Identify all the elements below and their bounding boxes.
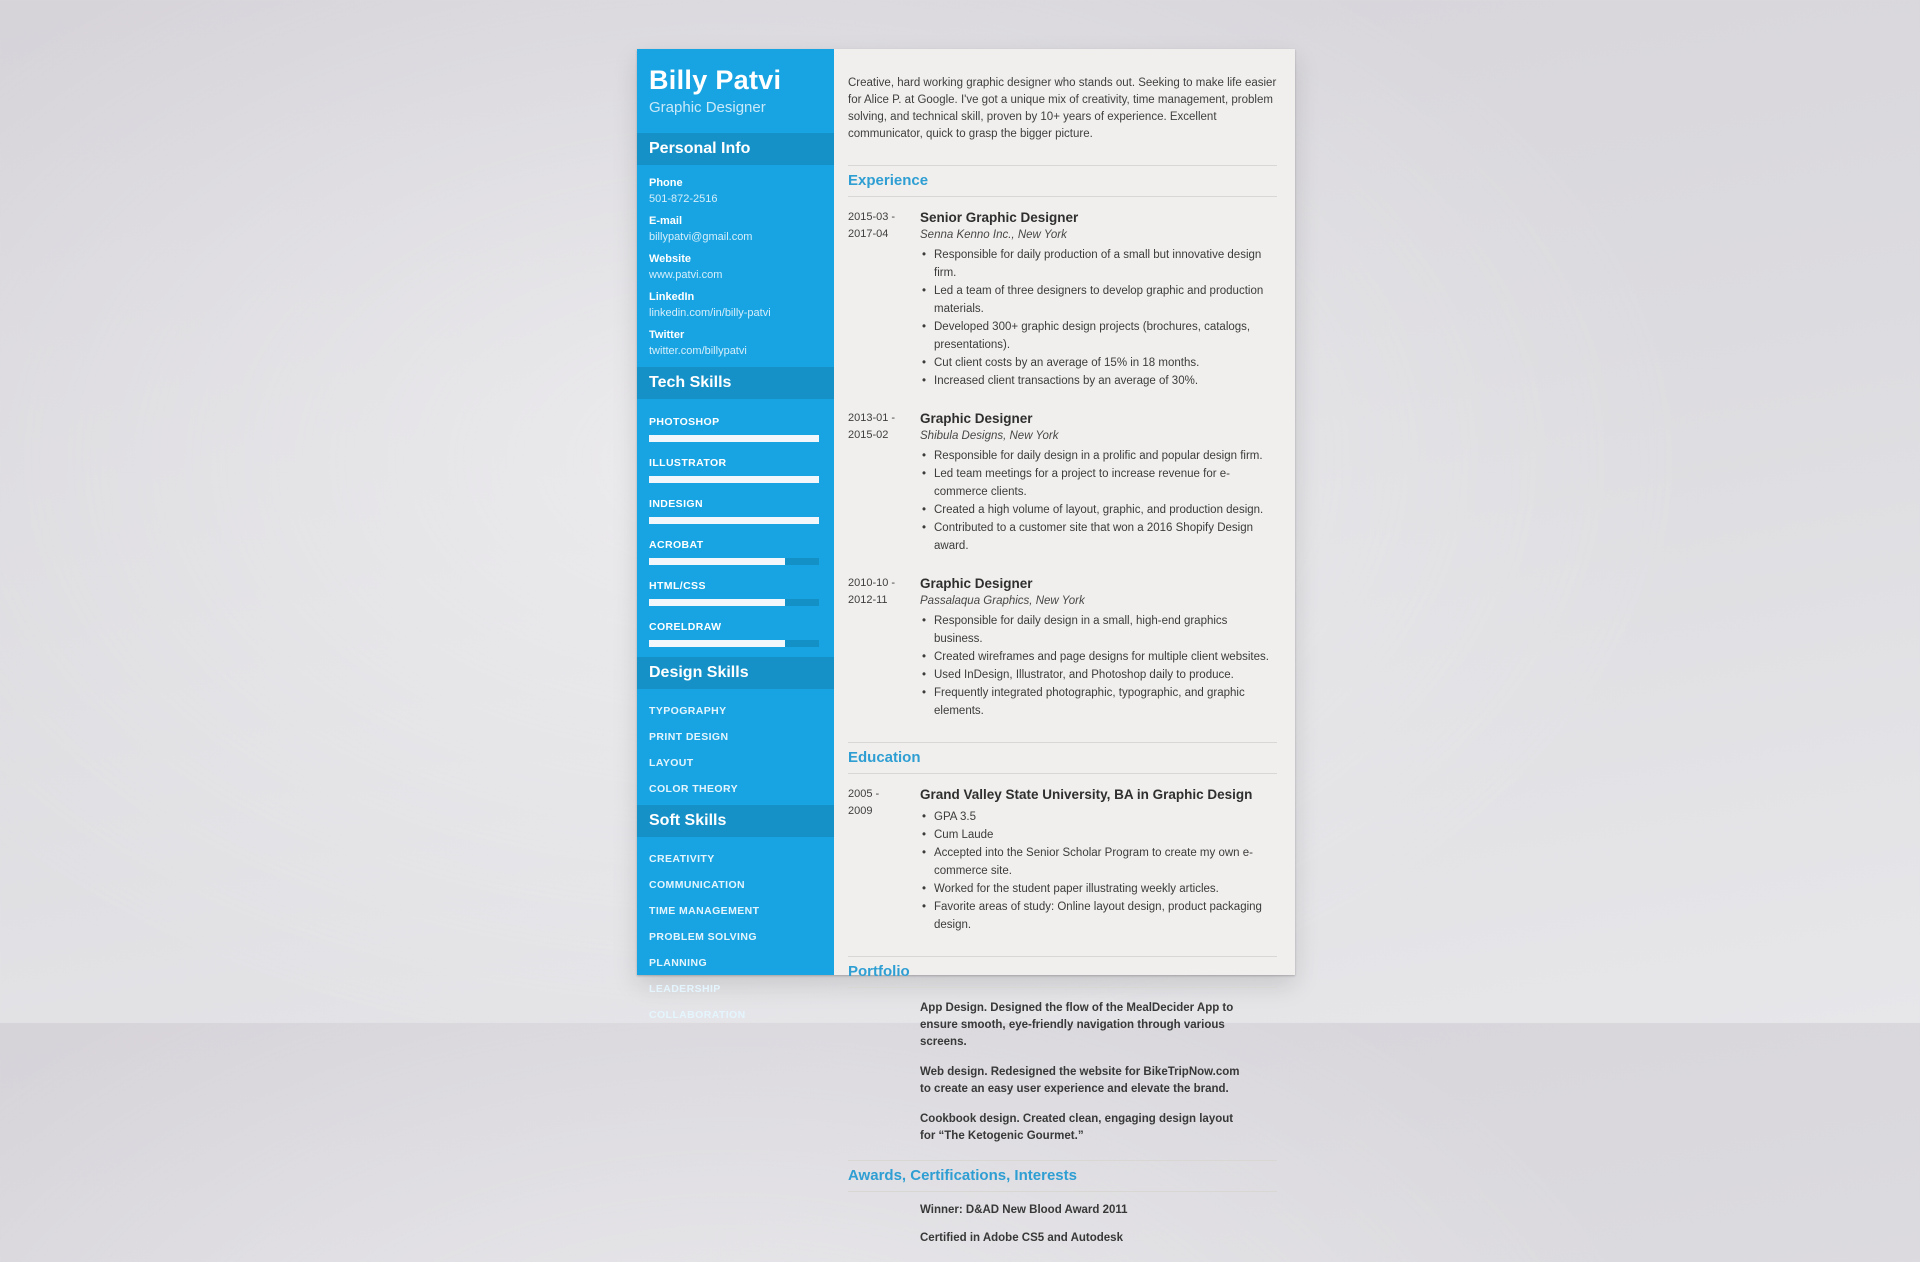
skill-bar [649,517,819,524]
skill-bar [649,476,819,483]
personal-info-heading: Personal Info [637,133,834,165]
bullet: • Increased client transactions by an average of 30%. [920,372,1277,390]
design-skill-item: TYPOGRAPHY [649,705,727,717]
tech-skills-heading: Tech Skills [637,367,834,399]
summary-paragraph: Creative, hard working graphic designer who stands out. Seeking to make life easier for Alice P. at Google. I've got a unique mix of creativity, time management, problem solving, and technical skill, proven by 10+ years of experience. Excellent communicator, quick to grasp the bigger picture. [848,77,1277,140]
entry-dates: 2013-01 - 2015-02 [848,412,896,441]
company-name: Shibula Designs, New York [920,430,1059,442]
award-item: Certified in Adobe CS5 and Autodesk [920,1232,1123,1244]
design-skills-heading: Design Skills [637,657,834,689]
soft-skill-item: LEADERSHIP [649,983,721,995]
portfolio-item: Web design. Redesigned the website for BikeTripNow.com to create an easy user experience and elevate the brand. [920,1066,1240,1095]
bullet: • Worked for the student paper illustrating weekly articles. [920,880,1277,898]
skill-bar [649,640,819,647]
bullet: • GPA 3.5 [920,808,1277,826]
design-skill-item: COLOR THEORY [649,783,738,795]
bullet: • Led team meetings for a project to increase revenue for e-commerce clients. [920,465,1277,501]
contact-value-email: billypatvi@gmail.com [649,231,753,243]
job-bullets [920,246,1277,390]
job-title: Graphic Designer [920,411,1033,426]
soft-skill-item: CREATIVITY [649,853,715,865]
contact-label-twitter: Twitter [649,329,685,341]
bullet: • Used InDesign, Illustrator, and Photoshop daily to produce. [920,666,1277,684]
bullet: • Accepted into the Senior Scholar Program to create my own e-commerce site. [920,844,1277,880]
skill-bar-fill [649,517,819,524]
person-name: Billy Patvi [649,65,782,95]
entry-dates: 2010-10 - 2012-11 [848,577,896,606]
soft-skills-heading: Soft Skills [637,805,834,837]
soft-skill-item: PLANNING [649,957,708,969]
entry-body [920,575,1277,720]
job-bullets [920,447,1277,555]
experience-section-heading: Experience [848,165,1277,197]
design-skill-item: LAYOUT [649,757,694,769]
company-name: Senna Kenno Inc., New York [920,229,1067,241]
personal-info-section [637,165,834,367]
bullet: • Responsible for daily production of a small but innovative design firm. [920,246,1277,282]
contact-label-linkedin: LinkedIn [649,291,695,303]
contact-value-twitter: twitter.com/billypatvi [649,345,747,357]
experience-entry [848,197,1277,398]
bullet: • Cum Laude [920,826,1277,844]
bullet: • Developed 300+ graphic design projects (brochures, catalogs, presentations). [920,318,1277,354]
job-title: Senior Graphic Designer [920,210,1079,225]
bullet: • Cut client costs by an average of 15% in 18 months. [920,354,1277,372]
resume-page [637,49,1295,1244]
bullet: • Created a high volume of layout, graphic, and production design. [920,501,1277,519]
contact-label-email: E-mail [649,215,683,227]
soft-skill-item: COLLABORATION [649,1009,746,1021]
skill-bar-fill [649,476,819,483]
award-item: Winner: D&AD New Blood Award 2011 [920,1204,1128,1216]
person-job-title: Graphic Designer [649,99,766,116]
main-column [834,49,1295,1244]
entry-dates: 2015-03 - 2017-04 [848,211,896,240]
skill-bar [649,599,819,606]
skill-bar [649,558,819,565]
degree-title: Grand Valley State University, BA in Graphic Design [920,787,1253,802]
portfolio-section-heading: Portfolio [848,956,1277,988]
skill-coreldraw: CORELDRAW [649,621,822,647]
skill-bar-fill [649,558,785,565]
design-skill-item: PRINT DESIGN [649,731,729,743]
bullet: • Created wireframes and page designs for multiple client websites. [920,648,1277,666]
contact-value-phone: 501-872-2516 [649,193,718,205]
portfolio-items [920,988,1277,1160]
education-bullets [920,808,1277,934]
job-bullets [920,612,1277,720]
sidebar [637,49,834,1021]
soft-skills-section [637,837,834,1031]
skill-photoshop: PHOTOSHOP [649,416,822,442]
skill-htmlcss: HTML/CSS [649,580,822,606]
soft-skill-item: COMMUNICATION [649,879,745,891]
bullet: • Favorite areas of study: Online layout design, product packaging design. [920,898,1277,934]
soft-skill-item: TIME MANAGEMENT [649,905,760,917]
soft-skill-item: PROBLEM SOLVING [649,931,757,943]
education-entry [848,774,1277,942]
entry-body [920,209,1277,390]
portfolio-item: Cookbook design. Created clean, engaging design layout for “The Ketogenic Gourmet.” [920,1113,1234,1142]
awards-section-heading: Awards, Certifications, Interests [848,1160,1277,1192]
experience-entry [848,398,1277,563]
contact-label-website: Website [649,253,691,265]
skill-illustrator: ILLUSTRATOR [649,457,822,483]
awards-items [920,1192,1277,1262]
bullet: • Frequently integrated photographic, typographic, and graphic elements. [920,684,1277,720]
contact-label-phone: Phone [649,177,683,189]
job-title: Graphic Designer [920,576,1033,591]
contact-value-website: www.patvi.com [649,269,723,281]
bullet: • Responsible for daily design in a prolific and popular design firm. [920,447,1277,465]
skill-indesign: INDESIGN [649,498,822,524]
skill-bar [649,435,819,442]
skill-bar-fill [649,640,785,647]
bullet: • Contributed to a customer site that won a 2016 Shopify Design award. [920,519,1277,555]
education-section-heading: Education [848,742,1277,774]
entry-body [920,786,1277,934]
tech-skills-section [637,399,834,657]
portfolio-item: App Design. Designed the flow of the MealDecider App to ensure smooth, eye-friendly navigation through various screens. [920,1002,1234,1048]
experience-entry [848,563,1277,728]
skill-bar-fill [649,435,819,442]
bullet: • Responsible for daily design in a small, high-end graphics business. [920,612,1277,648]
skill-acrobat: ACROBAT [649,539,822,565]
entry-body [920,410,1277,555]
bullet: • Led a team of three designers to develop graphic and production materials. [920,282,1277,318]
entry-dates: 2005 - 2009 [848,788,880,817]
company-name: Passalaqua Graphics, New York [920,595,1085,607]
contact-value-linkedin: linkedin.com/in/billy-patvi [649,307,771,319]
skill-bar-fill [649,599,785,606]
design-skills-section [637,689,834,805]
